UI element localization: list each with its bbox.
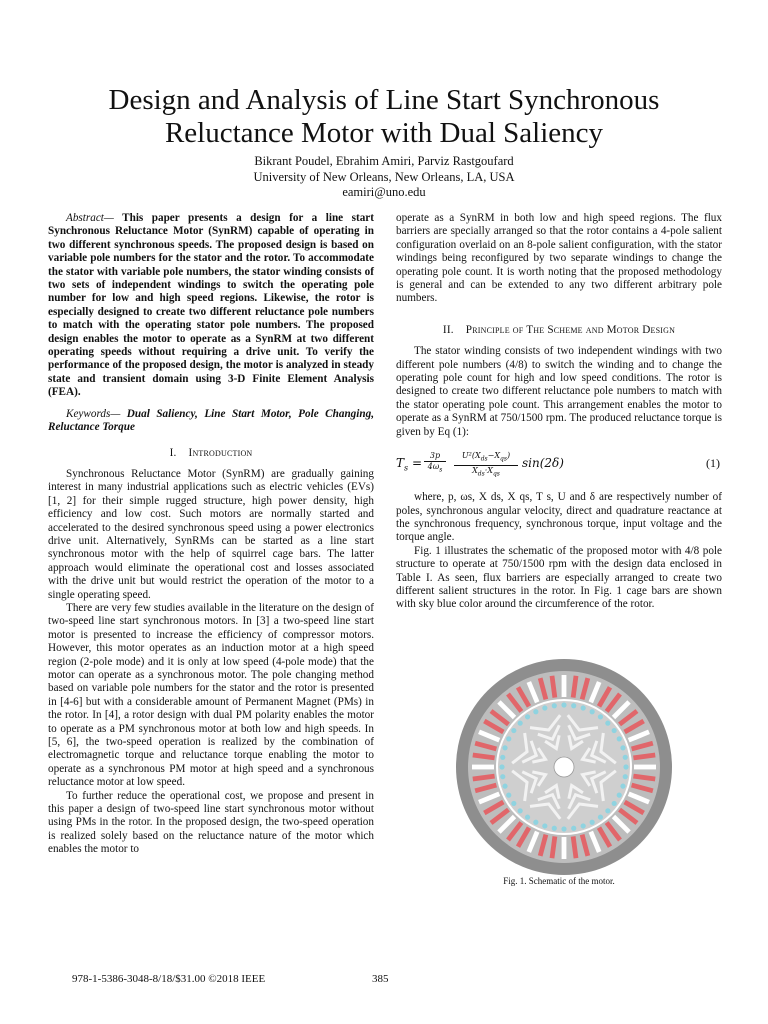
- cage-bar: [500, 755, 505, 760]
- principle-paragraph-2: where, p, ωs, X ds, X qs, T s, U and δ are respectively number of poles, synchronous angular velocity, direct and quadrature reactance at the synchronous frequency, synchronous torque, input voltage and the torque angle.: [396, 491, 722, 544]
- stator-slot: [634, 765, 656, 770]
- right-column: [396, 212, 722, 612]
- cage-bar: [561, 826, 566, 831]
- section-heading-principle: [396, 324, 722, 337]
- cage-bar: [518, 721, 523, 726]
- title-line-1: Design and Analysis of Line Start Synchronous: [108, 84, 660, 116]
- cage-bar: [533, 709, 538, 714]
- cage-bar: [623, 755, 628, 760]
- intro-paragraph-1: Synchronous Reluctance Motor (SynRM) are gradually gaining interest in many industrial applications such as electric vehicles (EVs) [1, 2] for their simple rugged structure, high power density, high efficiency and low cost. Such motors are normally started and accelerated to the desired synchronous speed using a power electronics drive unit. Alternatively, SynRMs can be started as a line start synchronous motor with the help of squirrel cage bars. The latter approach would eliminate the operational cost and losses associated with the drive unit but would restrict the operation of the motor to a single operating speed.: [48, 467, 374, 601]
- cage-bar: [620, 784, 625, 789]
- stator-slot: [472, 765, 494, 770]
- cage-bar: [571, 826, 576, 831]
- cage-bar: [598, 815, 603, 820]
- cage-bar: [499, 764, 504, 769]
- keywords-lead: Keywords—: [66, 407, 121, 420]
- keywords-body: Dual Saliency, Line Start Motor, Pole Changing, Reluctance Torque: [48, 407, 374, 434]
- author-email[interactable]: eamiri@uno.edu: [342, 185, 426, 199]
- motor-schematic-figure: [455, 658, 673, 876]
- continued-paragraph: operate as a SynRM in both low and high speed regions. The flux barriers are specially arranged so that the rotor contains a 4-pole salient configuration overlaid on an 8-pole salient configuration, with the stator windings being reconfigured by two separate windings to change the operating pole count. It is worth noting that the proposed methodology is general and can be extended to any two different arbitrary pole numbers.: [396, 212, 722, 305]
- cage-bar: [571, 703, 576, 708]
- cage-bar: [525, 815, 530, 820]
- cage-bar: [542, 823, 547, 828]
- figure-caption: Fig. 1. Schematic of the motor.: [503, 876, 615, 886]
- abstract-lead: Abstract—: [66, 212, 114, 224]
- section-number: I.: [169, 446, 177, 459]
- cage-bar: [502, 745, 507, 750]
- cage-bar: [612, 728, 617, 733]
- cage-bar: [598, 714, 603, 719]
- cage-bar: [518, 808, 523, 813]
- cage-bar: [605, 808, 610, 813]
- cage-bar: [605, 721, 610, 726]
- cage-bar: [506, 793, 511, 798]
- motor-schematic-svg: [455, 658, 673, 876]
- section-number: II.: [442, 323, 454, 336]
- cage-bar: [511, 728, 516, 733]
- author-affiliation: University of New Orleans, New Orleans, LA, USA: [253, 169, 515, 184]
- stator-slot: [562, 675, 567, 697]
- author-names: Bikrant Poudel, Ebrahim Amiri, Parviz Rastgoufard: [254, 154, 514, 168]
- footer-page-number: 385: [372, 973, 389, 985]
- equation-1: [396, 449, 722, 483]
- cage-bar: [612, 801, 617, 806]
- keywords-paragraph: [48, 408, 374, 435]
- cage-bar: [623, 764, 628, 769]
- cage-bar: [511, 801, 516, 806]
- cage-bar: [525, 714, 530, 719]
- equation-number: (1): [706, 456, 720, 471]
- cage-bar: [552, 703, 557, 708]
- title-line-2: Reluctance Motor with Dual Saliency: [164, 117, 604, 149]
- abstract-body: This paper presents a design for a line start Synchronous Reluctance Motor (SynRM) capable of operating in two different synchronous speeds. The proposed design is based on variable pole numbers for the stator and the rotor. To accommodate the stator with variable pole numbers, the stator winding consists of two sets of independent windings to switch the operating pole number for low and high speed regions. Likewise, the rotor is especially designed to create two different reluctance pole numbers to match with the operating stator pole numbers. The proposed design enables the motor to operate as a SynRM at two different operating speeds without requiring a drive unit. To verify the performance of the proposed design, the motor is analyzed in steady state and transient domain using 3-D Finite Element Analysis (FEA).: [48, 212, 374, 399]
- left-column: [48, 212, 374, 857]
- cage-bar: [561, 702, 566, 707]
- cage-bar: [617, 793, 622, 798]
- equation-fraction-2: $U^2(X_{ds}-X_{qs})$ $X_{ds}\cdot X_{qs}$: [454, 451, 518, 479]
- cage-bar: [581, 823, 586, 828]
- intro-paragraph-3: To further reduce the operational cost, we propose and present in this paper a design of two-speed line start synchronous motor without using PMs in the rotor. In the proposed design, the two-speed operation is realized solely based on the reluctance nature of the motor which enables the motor to: [48, 789, 374, 856]
- paper-title: [40, 84, 728, 150]
- cage-bar: [542, 705, 547, 710]
- equation-fraction-1: $\frac{3p}{4\omega_s}$: [424, 451, 446, 476]
- cage-bar: [502, 784, 507, 789]
- cage-bar: [533, 820, 538, 825]
- principle-paragraph-3: Fig. 1 illustrates the schematic of the proposed motor with 4/8 pole structure to operate at 750/1500 rpm with the design data enclosed in Table I. As seen, flux barriers are especially arranged to create two different salient structures in the rotor. In Fig. 1 cage bars are shown with sky blue color around the circumference of the rotor.: [396, 544, 722, 611]
- cage-bar: [506, 736, 511, 741]
- section-heading-introduction: [48, 447, 374, 460]
- intro-paragraph-2: There are very few studies available in the literature on the design of two-speed line start synchronous motors. In [3] a two-speed line start motor is presented to increase the efficiency of compressor motors. However, this motor operates as an induction motor at a high speed region (2-pole mode) and it is only at low speed (4-pole mode) that the motor can operate as a synchronous motor. The pole changing method based on variable pole numbers for the stator and the rotor is presented in [4-6] but with a considerable amount of Permanent Magnet (PMs) in the rotor. In [4], a rotor design with dual PM polarity enables the motor to operate as a PM synchronous motor at both low and high speeds. In [5, 6], the two-speed operation is realized by the combination of electromagnetic torque and reluctance torque enabling the motor to operate as a synchronous PM motor at high speed and a synchronous reluctance motor at low speed.: [48, 601, 374, 789]
- principle-paragraph-1: The stator winding consists of two independent windings with two different pole numbers (4/8) to switch the winding and to change the operating pole count for high and low speed conditions. The rotor is designed to create two different reluctance pole numbers to match with the stator operating pole count. This arrangement enables the motor to operate as a SynRM at 750/1500 rpm. The produced reluctance torque is given by Eq (1):: [396, 345, 722, 438]
- cage-bar: [623, 774, 628, 779]
- equation-lhs: $T_s$ =: [396, 456, 422, 473]
- cage-bar: [581, 705, 586, 710]
- cage-bar: [620, 745, 625, 750]
- footer-isbn: 978-1-5386-3048-8/18/$31.00 ©2018 IEEE: [72, 973, 266, 985]
- cage-bar: [552, 826, 557, 831]
- stator-slot: [562, 837, 567, 859]
- cage-bar: [617, 736, 622, 741]
- section-title: Principle of The Scheme and Motor Design: [465, 323, 676, 336]
- author-block: [40, 154, 728, 201]
- cage-bar: [500, 774, 505, 779]
- shaft: [554, 757, 574, 777]
- cage-bar: [590, 709, 595, 714]
- abstract-paragraph: [48, 212, 374, 400]
- cage-bar: [590, 820, 595, 825]
- equation-tail: sin(2δ): [522, 456, 564, 471]
- section-title: Introduction: [188, 446, 253, 459]
